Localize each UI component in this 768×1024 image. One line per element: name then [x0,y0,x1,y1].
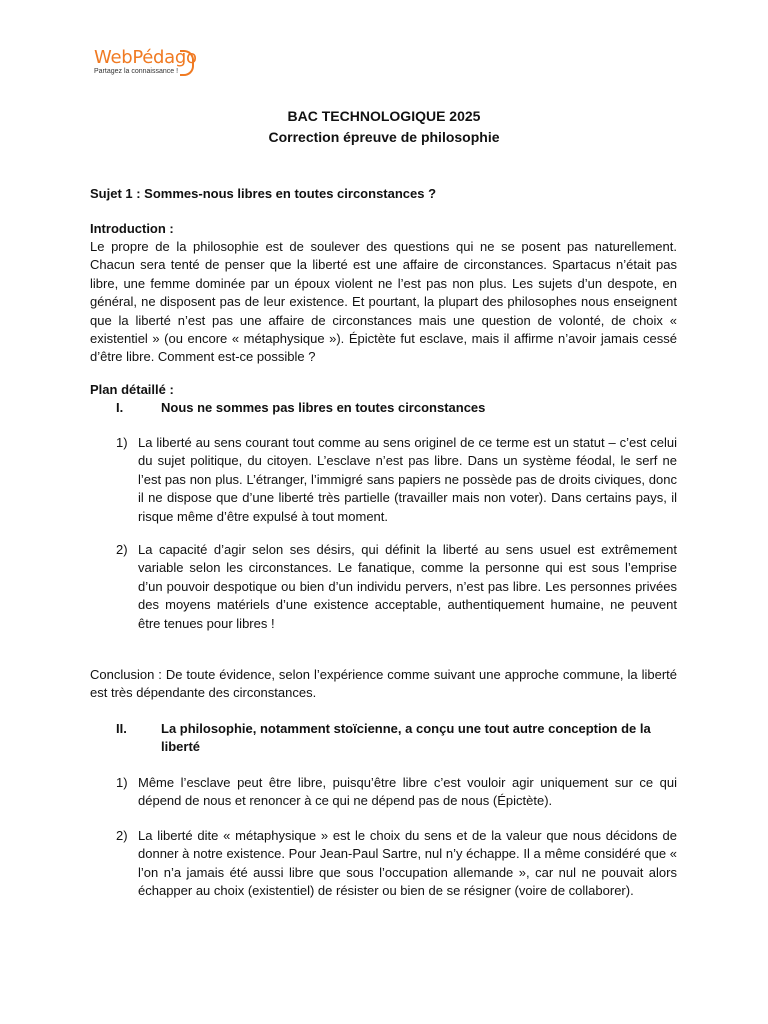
list-item [0,827,768,917]
part1-conclusion: Conclusion : De toute évidence, selon l’expérience comme suivant une approche commune, la liberté est très dépendante des circonstances. [90,667,677,701]
introduction-text: Le propre de la philosophie est de soulever des questions qui ne se posent pas naturellement. Chacun sera tenté de penser que la liberté est une affaire de circonstances. Spartacus n’était pas libre, une femme dominée par un époux violent ne l’est pas non plus. Les sujets d’un despote, en général, ne disposent pas de leur existence. Et pourtant, la plupart des philosophes nous enseignent que la liberté n’est pas une affaire de circonstances mais une question de volonté, de choix « existentiel » (ou encore « métaphysique »). Épictète fut esclave, mais il affirme n’avoir jamais cessé d’être libre. Comment est-ce possible ? [90,239,677,365]
item-text: La liberté au sens courant tout comme au sens originel de ce terme est un statut – c’est celui du sujet politique, du citoyen. L’esclave n’est pas libre. Dans un système féodal, le serf ne l’est pas non plus. L’étranger, l’immigré sans papiers ne possède pas de droits civiques, donc il ne dispose que d’une liberté très partielle (travailler mais non voter). Dans certains pays, il risque même d’être expulsé à tout moment. [138,435,677,524]
list-item [0,434,768,534]
item-text: Même l’esclave peut être libre, puisqu’être libre c’est vouloir agir uniquement sur ce qui dépend de nous et renoncer à ce qui ne dépend pas de nous (Épictète). [138,775,677,809]
introduction-heading: Introduction : [90,221,174,236]
item-number: 2) [116,542,128,557]
speech-bubble-icon [180,50,194,76]
webpedago-logo [94,47,197,75]
list-item [0,541,768,641]
item-text: La capacité d’agir selon ses désirs, qui définit la liberté au sens usuel est extrêmement variable selon les circonstances. Le fanatique, comme la personne qui est sous l’emprise d’un pouvoir despotique ou bien d’un individu pervers, n’est pas libre. Les personnes privées des moyens matériels d’une existence acceptable, authentiquement humaine, ne peuvent être tenues pour libres ! [138,542,677,631]
part2-title: La philosophie, notamment stoïcienne, a conçu une tout autre conception de la liberté [161,721,651,755]
logo-tagline: Partagez la connaissance ! [94,68,179,75]
part1-numeral: I. [116,400,124,415]
item-number: 1) [116,435,128,450]
part2-numeral: II. [116,721,127,736]
item-number: 2) [116,828,128,843]
doc-subtitle: Correction épreuve de philosophie [268,129,500,145]
list-item [0,774,768,814]
item-text: La liberté dite « métaphysique » est le choix du sens et de la valeur que nous décidons de donner à notre existence. Pour Jean-Paul Sartre, nul n’y échappe. Il a même considéré que « l’on n’a jamais été aussi libre que sous l’occupation allemande », car nul ne pouvait alors échapper au choix (existentiel) de résister ou bien de se résigner (voire de collaborer). [138,828,677,899]
logo-name: WebPédago [94,47,197,68]
part1-title: Nous ne sommes pas libres en toutes circonstances [161,400,486,415]
doc-title: BAC TECHNOLOGIQUE 2025 [287,108,481,124]
subject-heading: Sujet 1 : Sommes-nous libres en toutes circonstances ? [90,186,437,201]
item-number: 1) [116,775,128,790]
plan-heading: Plan détaillé : [90,382,174,397]
